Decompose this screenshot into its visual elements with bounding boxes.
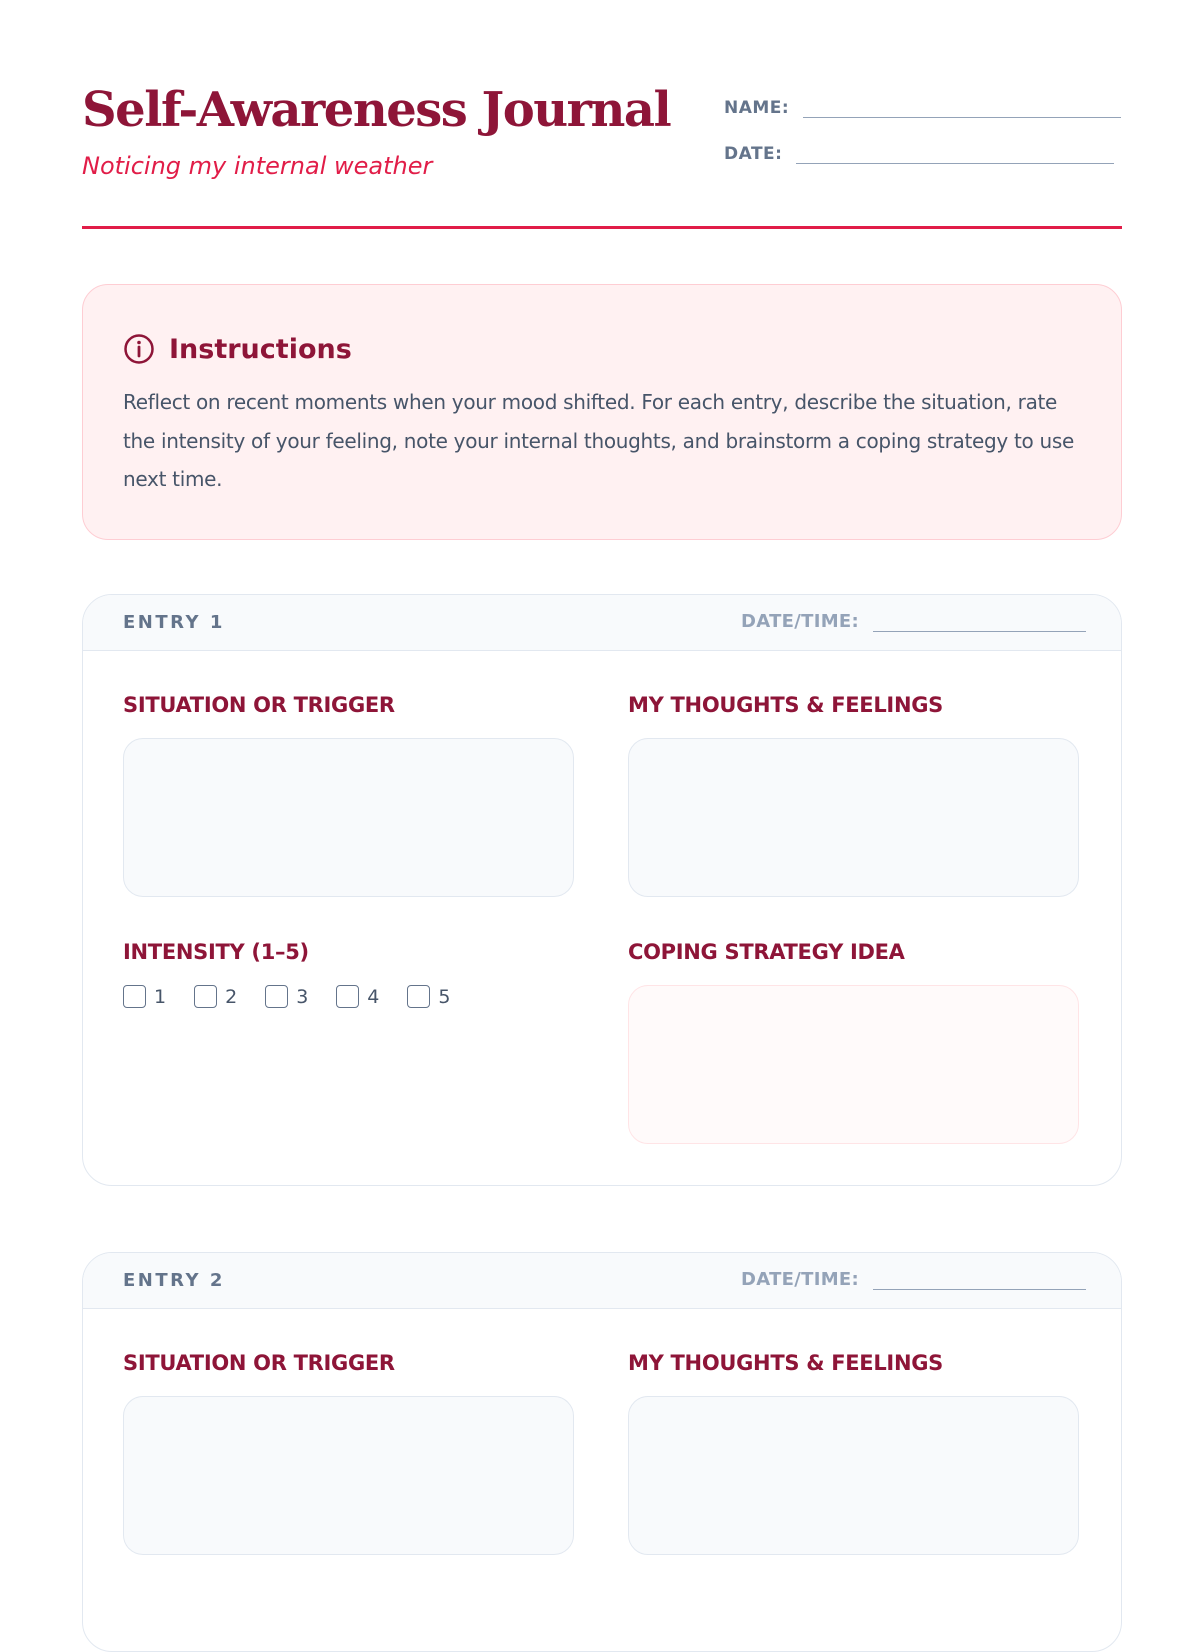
date-label: DATE:	[724, 144, 783, 164]
situation-label: SITUATION OR TRIGGER	[123, 1351, 395, 1375]
datetime-label: DATE/TIME:	[741, 611, 860, 632]
header	[82, 80, 1122, 230]
datetime-field[interactable]	[873, 1269, 1086, 1290]
intensity-option-5	[407, 985, 450, 1008]
thoughts-label: MY THOUGHTS & FEELINGS	[628, 1351, 943, 1375]
intensity-label: INTENSITY (1–5)	[123, 940, 309, 964]
checkbox[interactable]	[407, 985, 430, 1008]
name-field[interactable]	[803, 97, 1121, 118]
intensity-value: 5	[438, 985, 451, 1008]
date-field[interactable]	[796, 143, 1114, 164]
entry-label: ENTRY 1	[123, 612, 225, 633]
intensity-option-4	[336, 985, 379, 1008]
thoughts-label: MY THOUGHTS & FEELINGS	[628, 693, 943, 717]
page-subtitle: Noticing my internal weather	[82, 152, 433, 180]
entry-label: ENTRY 2	[123, 1270, 225, 1291]
intensity-scale	[123, 985, 478, 1008]
datetime-label: DATE/TIME:	[741, 1269, 860, 1290]
date-row	[724, 143, 1114, 164]
datetime-field[interactable]	[873, 611, 1086, 632]
name-row	[724, 97, 1121, 118]
checkbox[interactable]	[194, 985, 217, 1008]
intensity-option-2	[194, 985, 237, 1008]
info-circle-icon	[123, 333, 155, 365]
checkbox[interactable]	[123, 985, 146, 1008]
intensity-value: 3	[296, 985, 309, 1008]
checkbox[interactable]	[336, 985, 359, 1008]
instructions-header	[123, 333, 352, 365]
header-divider	[82, 226, 1122, 229]
thoughts-textarea[interactable]	[628, 1396, 1079, 1555]
checkbox[interactable]	[265, 985, 288, 1008]
coping-textarea[interactable]	[628, 985, 1079, 1144]
coping-label: COPING STRATEGY IDEA	[628, 940, 905, 964]
datetime-row	[741, 1269, 1086, 1290]
page-title: Self-Awareness Journal	[82, 82, 671, 138]
intensity-option-1	[123, 985, 166, 1008]
intensity-value: 2	[225, 985, 238, 1008]
situation-textarea[interactable]	[123, 738, 574, 897]
instructions-title: Instructions	[169, 333, 352, 365]
datetime-row	[741, 611, 1086, 632]
situation-textarea[interactable]	[123, 1396, 574, 1555]
instructions-text: Reflect on recent moments when your mood shifted. For each entry, describe the situation, rate the intensity of your feeling, note your internal thoughts, and brainstorm a coping strategy to use next time.	[123, 390, 1075, 491]
intensity-value: 1	[154, 985, 167, 1008]
instructions-card	[82, 284, 1122, 540]
situation-label: SITUATION OR TRIGGER	[123, 693, 395, 717]
name-label: NAME:	[724, 98, 790, 118]
intensity-option-3	[265, 985, 308, 1008]
entry-card-2	[82, 1252, 1122, 1652]
entry-header	[83, 595, 1121, 651]
entry-card-1	[82, 594, 1122, 1186]
intensity-value: 4	[367, 985, 380, 1008]
thoughts-textarea[interactable]	[628, 738, 1079, 897]
entry-header	[83, 1253, 1121, 1309]
